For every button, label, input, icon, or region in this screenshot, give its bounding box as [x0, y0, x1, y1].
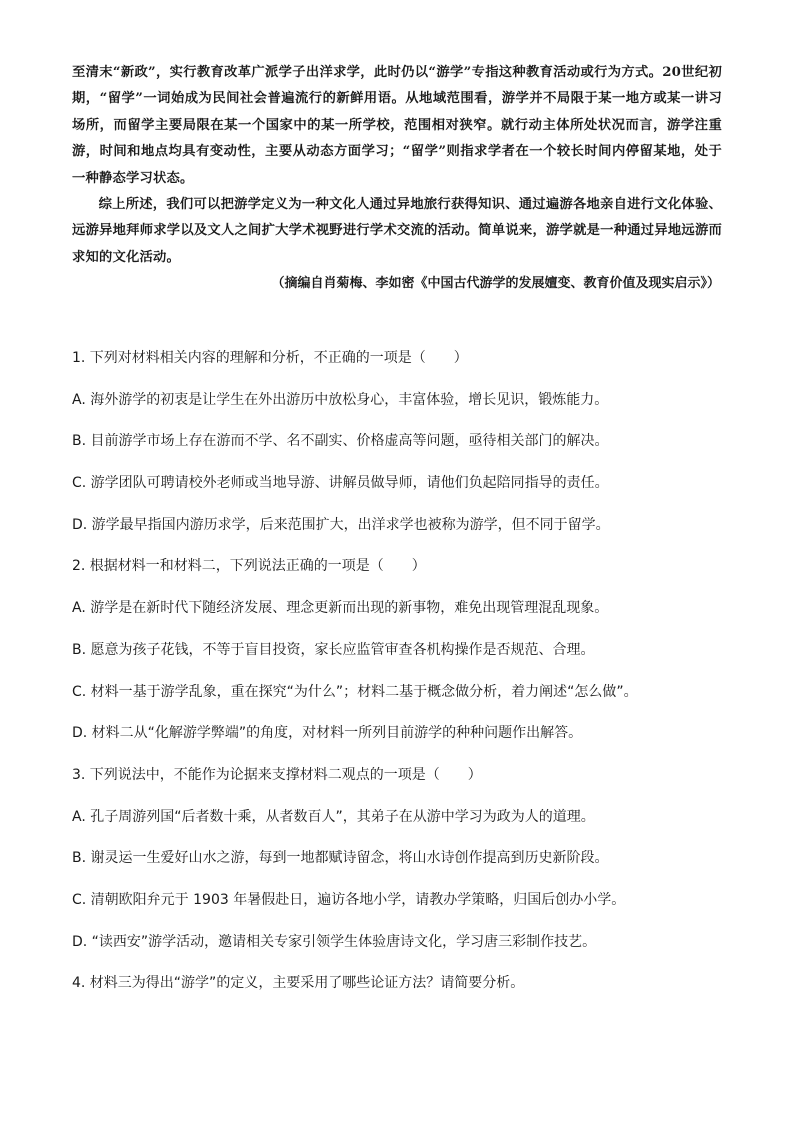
question-1-stem: 1. 下列对材料相关内容的理解和分析，不正确的一项是（ ） [72, 350, 468, 366]
question-3-option-d: D. “读西安”游学活动，邀请相关专家引领学生体验唐诗文化，学习唐三彩制作技艺。 [72, 933, 597, 950]
question-1-option-d: D. 游学最早指国内游历求学，后来范围扩大，出洋求学也被称为游学，但不同于留学。 [72, 516, 610, 533]
question-2-stem: 2. 根据材料一和材料二，下列说法正确的一项是（ ） [72, 558, 426, 575]
question-1-option-a: A. 海外游学的初衷是让学生在外出游历中放松身心，丰富体验，增长见识，锻炼能力。 [72, 391, 609, 408]
passage-paragraph-1: 至清末“新政”，实行教育改革广派学子出洋求学，此时仍以“游学”专指这种教育活动或行为方式。20世纪初期，“留学”一词始成为民间社会普遍流行的新鲜用语。从地域范围看，游学并不局限于某一地方或某一讲习场所，而留学主要局限在某一个国家中的某一所学校，范围相对狭窄。就行动主体所处状况而言，游学注重游，时间和地点均具有变动性，主要从动态方面学习；“留学”则指求学者在一个较长时间内停留某地，处于一种静态学习状态。 [72, 65, 722, 186]
question-2-option-a: A. 游学是在新时代下随经济发展、理念更新而出现的新事物，难免出现管理混乱现象。 [72, 600, 609, 617]
question-3-option-b: B. 谢灵运一生爱好山水之游，每到一地都赋诗留念，将山水诗创作提高到历史新阶段。 [72, 850, 609, 867]
question-list [72, 348, 732, 1015]
passage-section [72, 60, 722, 297]
question-4-stem: 4. 材料三为得出“游学”的定义，主要采用了哪些论证方法？请简要分析。 [72, 975, 525, 992]
question-3-option-c: C. 清朝欧阳弁元于 1903 年暑假赴日，遍访各地小学，请教办学策略，归国后创办小学。 [72, 891, 626, 908]
passage-source-citation: （摘编自肖菊梅、李如密《中国古代游学的发展嬗变、教育价值及现实启示》） [271, 276, 720, 292]
question-2-option-c: C. 材料一基于游学乱象，重在探究“为什么”；材料二基于概念做分析，着力阐述“怎么做”。 [72, 683, 638, 700]
question-1-option-b: B. 目前游学市场上存在游而不学、名不副实、价格虚高等问题，亟待相关部门的解决。 [72, 433, 609, 450]
question-2-option-d: D. 材料二从“化解游学弊端”的角度，对材料一所列目前游学的种种问题作出解答。 [72, 725, 583, 742]
question-2-option-b: B. 愿意为孩子花钱，不等于盲目投资，家长应监管审查各机构操作是否规范、合理。 [72, 641, 595, 658]
question-1-option-c: C. 游学团队可聘请校外老师或当地导游、讲解员做导师，请他们负起陪同指导的责任。 [72, 475, 609, 492]
question-3-stem: 3. 下列说法中，不能作为论据来支撑材料二观点的一项是（ ） [72, 766, 482, 783]
question-3-option-a: A. 孔子周游列国“后者数十乘，从者数百人”，其弟子在从游中学习为政为人的道理。 [72, 808, 595, 825]
passage-paragraph-2: 综上所述，我们可以把游学定义为一种文化人通过异地旅行获得知识、通过遍游各地亲自进行文化体验、远游异地拜师求学以及文人之间扩大学术视野进行学术交流的活动。简单说来，游学就是一种通过异地远游而求知的文化活动。 [72, 197, 722, 265]
